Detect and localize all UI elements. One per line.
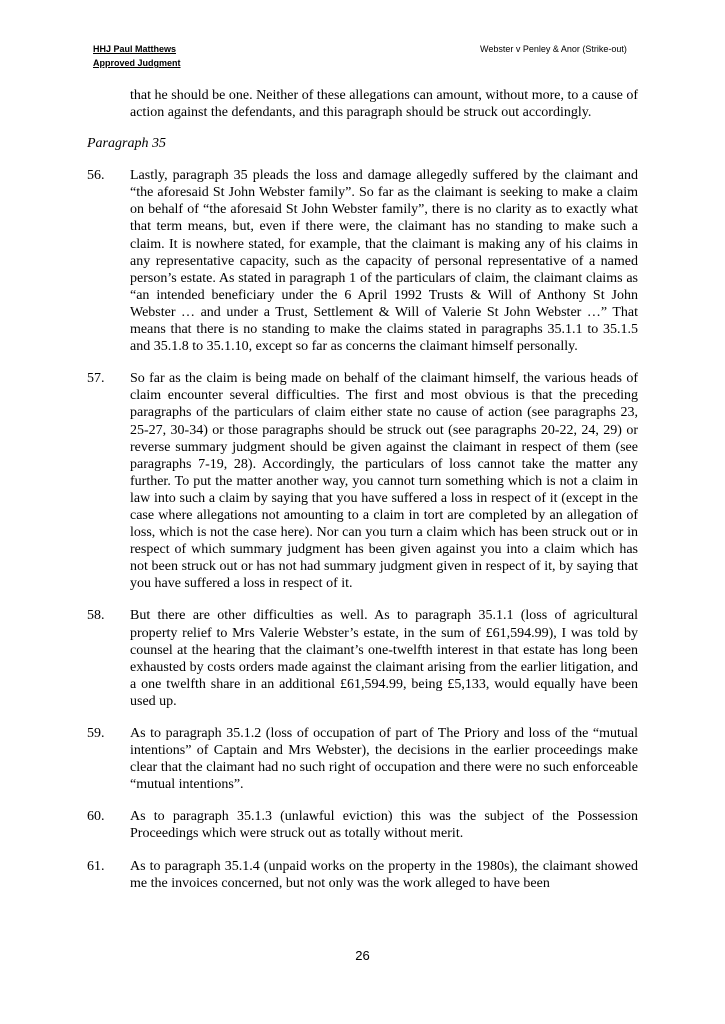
judgment-body — [87, 87, 638, 892]
paragraph-text: Lastly, paragraph 35 pleads the loss and damage allegedly suffered by the claimant and “the aforesaid St John Webster family”. So far as the claimant is seeking to make a claim on behalf of “the aforesaid St John Webster family”, there is no clarity as to exactly what that term means, but, even if there were, the claimant has no standing to make such a claim. It is nowhere stated, for example, that the claimant is making any of his claims in any representative capacity, such as the capacity of personal representative of a named person’s estate. As stated in paragraph 1 of the particulars of claim, the claimant claims as “an intended beneficiary under the 6 April 1992 Trusts & Will of Anthony St John Webster … and under a Trust, Settlement & Will of Valerie St John Webster …” That means that there is no standing to make the claims stated in paragraphs 35.1.1 to 35.1.5 and 35.1.8 to 35.1.10, except so far as concerns the claimant himself personally. — [130, 168, 638, 355]
case-title: Webster v Penley & Anor (Strike-out) — [480, 44, 627, 54]
paragraph-number: 58. — [87, 608, 105, 624]
paragraph-number: 56. — [87, 168, 105, 184]
paragraph-number: 59. — [87, 726, 105, 741]
running-header-left — [93, 42, 181, 70]
page-number: 26 — [355, 948, 370, 963]
paragraph-text: So far as the claim is being made on behalf of the claimant himself, the various heads of claim encounter several difficulties. The first and most obvious is that the preceding paragraphs of the particulars of claim either state no cause of action (see paragraphs 23, 25-27, 30-34) or those paragraphs should be struck out (see paragraphs 20-22, 24, 29) or reverse summary judgment should be given against the claimant in respect of them (see paragraphs 7-19, 28). Accordingly, the particulars of loss cannot take the matter any further. To put the matter another way, you cannot turn something which is not a claim in law into such a claim by saying that you have suffered a loss in respect of it (except in the case where allegations not amounting to a claim in tort are completed by an allegation of loss, which is not the case here). Nor can you turn a claim which has been struck out or in respect of which summary judgment has been given against you into a claim which has not been struck out or has not had summary judgment given in respect of it, by saying that you have suffered a loss in respect of it. — [130, 371, 638, 592]
paragraph-text: As to paragraph 35.1.3 (unlawful eviction) this was the subject of the Possession Proceedings which were struck out as totally without merit. — [130, 809, 638, 842]
paragraph-number: 57. — [87, 371, 105, 387]
paragraph-61 — [87, 858, 638, 892]
paragraph-number: 60. — [87, 809, 105, 825]
paragraph-59 — [87, 725, 638, 793]
judgment-status: Approved Judgment — [93, 58, 181, 68]
paragraph-58 — [87, 607, 638, 710]
paragraph-60 — [87, 808, 638, 842]
paragraph-56 — [87, 167, 638, 355]
continued-paragraph: that he should be one. Neither of these allegations can amount, without more, to a cause of action against the defendants, and this paragraph should be struck out accordingly. — [130, 88, 638, 121]
paragraph-text: As to paragraph 35.1.4 (unpaid works on the property in the 1980s), the claimant showed me the invoices concerned, but not only was the work alleged to have been — [130, 858, 638, 891]
section-heading: Paragraph 35 — [87, 136, 166, 152]
paragraph-text: As to paragraph 35.1.2 (loss of occupation of part of The Priory and loss of the “mutual intentions” of Captain and Mrs Webster), the decisions in the earlier proceedings make clear that the claimant had no such right of occupation and there were no such enforceable “mutual intentions”. — [130, 726, 638, 793]
paragraph-57 — [87, 370, 638, 592]
paragraph-text: But there are other difficulties as well. As to paragraph 35.1.1 (loss of agricultural property relief to Mrs Valerie Webster’s estate, in the sum of £61,594.99), I was told by counsel at the hearing that the claimant’s one-twelfth interest in that estate has long been exhausted by costs orders made against the claimant arising from the earlier litigation, and a one twelfth share in an additional £61,594.99, being £5,133, would equally have been used up. — [130, 608, 638, 709]
judge-name: HHJ Paul Matthews — [93, 44, 177, 54]
paragraph-number: 61. — [87, 858, 105, 874]
